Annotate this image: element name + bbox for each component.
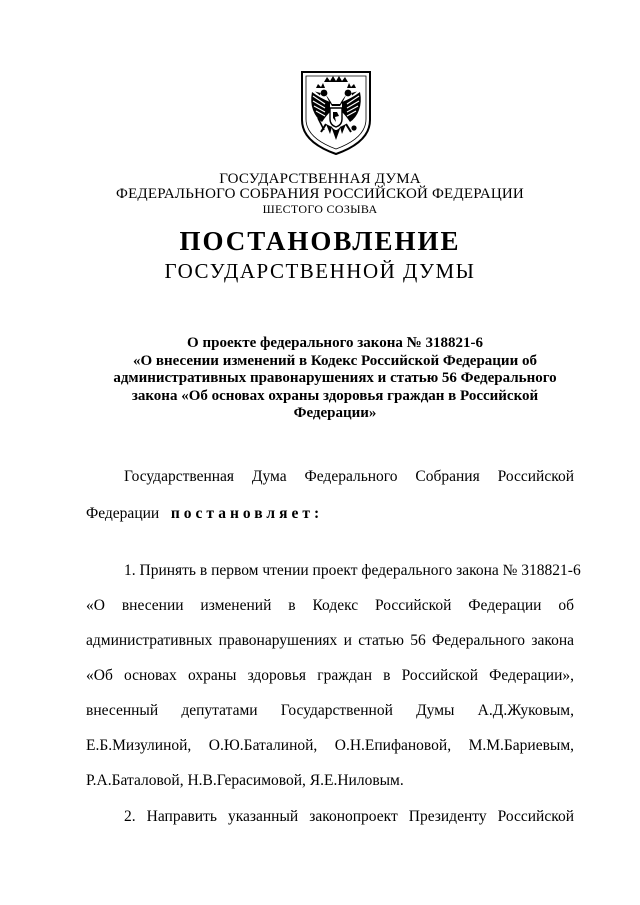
item1-line: «Об основах охраны здоровья граждан в Российской Федерации», xyxy=(86,667,574,684)
document-type: ПОСТАНОВЛЕНИЕ xyxy=(179,226,461,256)
subject-line: закона «Об основах охраны здоровья граждан в Российской xyxy=(131,387,539,404)
item1-line: 1. Принять в первом чтении проект федерального закона № 318821-6 xyxy=(124,562,581,579)
item1-line: внесенный депутатами Государственной Думы А.Д.Жуковым, xyxy=(86,702,574,719)
subject-line: административных правонарушениях и статью 56 Федерального xyxy=(113,370,557,386)
convocation: ШЕСТОГО СОЗЫВА xyxy=(262,202,378,216)
subject-line: Федерации» xyxy=(293,405,377,421)
coat-of-arms-icon xyxy=(296,68,376,156)
subject-line: О проекте федерального закона № 318821-6 xyxy=(187,335,483,351)
preamble-text: Федерации xyxy=(86,505,160,522)
item1-line: административных правонарушениях и статью 56 Федерального закона xyxy=(86,632,574,649)
item1-line: «О внесении изменений в Кодекс Российской Федерации об xyxy=(86,597,574,614)
document-subtype: ГОСУДАРСТВЕННОЙ ДУМЫ xyxy=(164,259,476,283)
preamble-line: Государственная Дума Федерального Собрания Российской xyxy=(124,468,574,485)
org-line-2: ФЕДЕРАЛЬНОГО СОБРАНИЯ РОССИЙСКОЙ ФЕДЕРАЦИИ xyxy=(116,186,524,202)
org-line-1: ГОСУДАРСТВЕННАЯ ДУМА xyxy=(219,171,421,187)
decree-word: постановляет: xyxy=(170,505,324,522)
document-subject xyxy=(110,335,560,423)
subject-line: «О внесении изменений в Кодекс Российской Федерации об xyxy=(133,352,537,369)
item1-line: Е.Б.Мизулиной, О.Ю.Баталиной, О.Н.Епифановой, М.М.Бариевым, xyxy=(86,737,574,754)
preamble-line xyxy=(86,505,574,523)
item2-line: 2. Направить указанный законопроект Президенту Российской xyxy=(124,808,574,825)
item1-line: Р.А.Баталовой, Н.В.Герасимовой, Я.Е.Ниловым. xyxy=(86,772,404,789)
